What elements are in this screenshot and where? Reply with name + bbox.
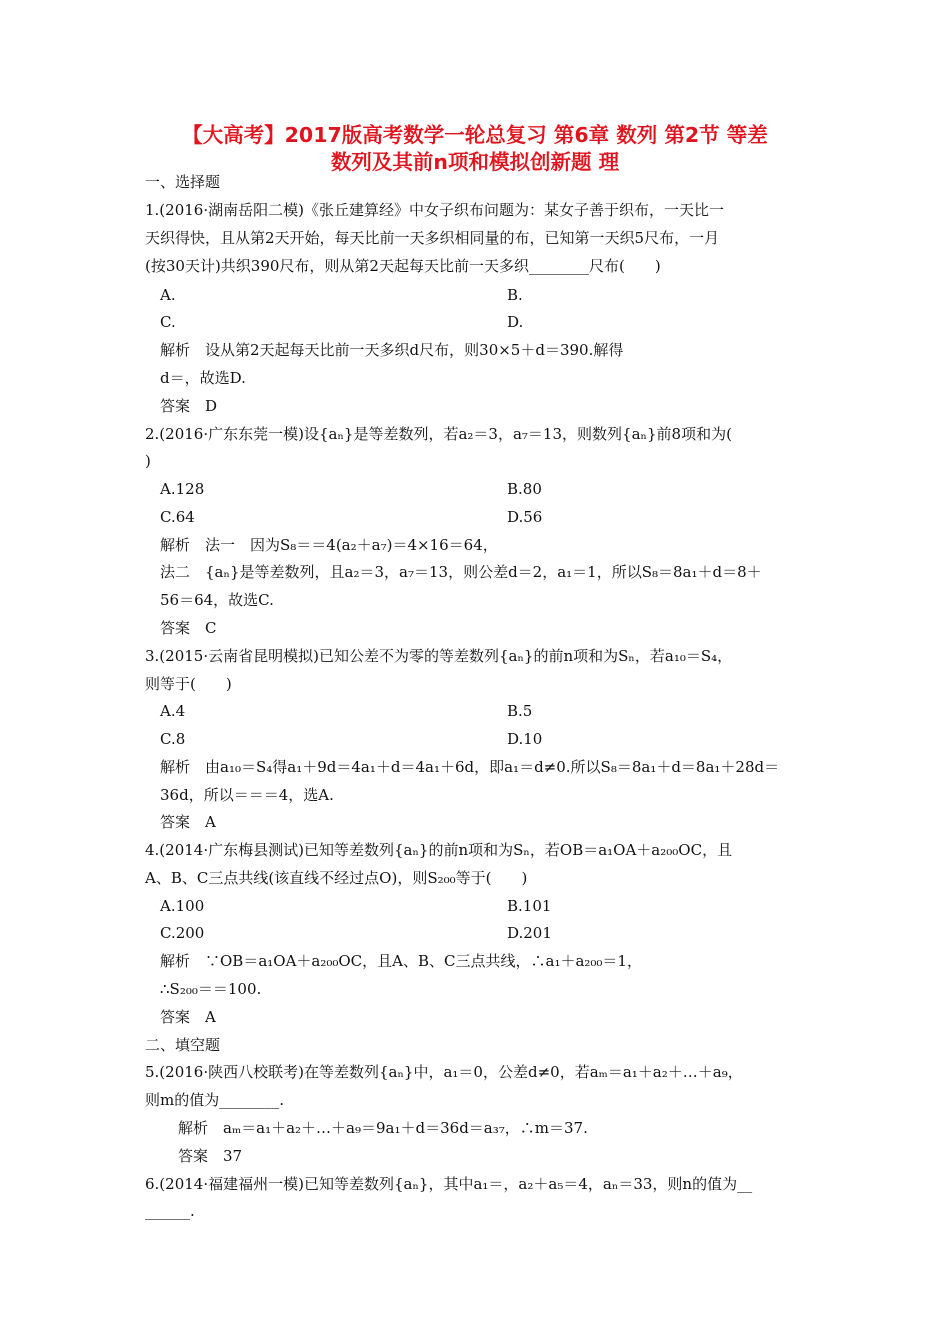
question-2-line-2: ) [145,452,151,470]
question-2-analysis-line-2: 法二 {aₙ}是等差数列，且a₂＝3，a₇＝13，则公差d＝2，a₁＝1，所以S₈＝8a₁＋d＝8＋ [160,563,762,581]
question-5-answer: 答案 37 [178,1147,243,1165]
question-2-option-d: D.56 [507,508,543,526]
question-5-analysis-line-1: 解析 aₘ＝a₁＋a₂＋…＋a₉＝9a₁＋d＝36d＝a₃₇，∴m＝37. [178,1119,588,1137]
title-line-2: 数列及其前n项和模拟创新题 理 [330,150,620,174]
question-3-line-2: 则等于( ) [145,675,232,693]
question-4-option-b: B.101 [507,897,552,915]
question-6-line-2: ______. [145,1202,195,1220]
document-title [100,122,850,176]
question-4-line-2: A、B、C三点共线(该直线不经过点O)，则S₂₀₀等于( ) [145,869,528,887]
section-heading-choice: 一、选择题 [145,173,221,191]
question-3-line-1: 3.(2015·云南省昆明模拟)已知公差不为零的等差数列{aₙ}的前n项和为Sₙ，若a₁₀＝S₄， [145,647,733,665]
question-3-option-d: D.10 [507,730,543,748]
question-4-analysis-line-2: ∴S₂₀₀＝＝100. [160,980,262,998]
section-heading-fill-in: 二、填空题 [145,1036,221,1054]
question-2-analysis-line-1: 解析 法一 因为S₈＝＝4(a₂＋a₇)＝4×16＝64， [160,536,498,554]
question-1-line-1: 1.(2016·湖南岳阳二模)《张丘建算经》中女子织布问题为：某女子善于织布，一天比一 [145,201,724,219]
question-1-analysis-line-1: 解析 设从第2天起每天比前一天多织d尺布，则30×5＋d＝390.解得 [160,341,624,359]
question-5-line-2: 则m的值为________. [145,1091,284,1109]
question-5-line-1: 5.(2016·陕西八校联考)在等差数列{aₙ}中，a₁＝0，公差d≠0，若aₘ＝a₁＋a₂＋…＋a₉， [145,1063,743,1081]
question-4-option-d: D.201 [507,924,552,942]
question-1-option-b: B. [507,286,523,304]
question-2-answer: 答案 C [160,619,217,637]
question-4-option-c: C.200 [160,924,205,942]
question-2-option-a: A.128 [160,480,205,498]
question-4-answer: 答案 A [160,1008,216,1026]
question-3-analysis-line-2: 36d，所以＝＝＝4，选A. [160,786,334,804]
question-3-option-b: B.5 [507,702,533,720]
question-1-line-3: (按30天计)共织390尺布，则从第2天起每天比前一天多织________尺布( ) [145,257,661,275]
question-1-analysis-line-2: d＝，故选D. [160,369,246,387]
question-2-analysis-line-3: 56＝64，故选C. [160,591,274,609]
question-4-analysis-line-1: 解析 ∵OB＝a₁OA＋a₂₀₀OC，且A、B、C三点共线，∴a₁＋a₂₀₀＝1， [160,952,642,970]
question-3-option-a: A.4 [160,702,186,720]
title-line-1: 【大高考】2017版高考数学一轮总复习 第6章 数列 第2节 等差 [182,123,768,147]
question-3-option-c: C.8 [160,730,186,748]
question-1-answer: 答案 D [160,397,218,415]
question-2-option-b: B.80 [507,480,542,498]
question-3-answer: 答案 A [160,813,216,831]
question-1-option-d: D. [507,313,524,331]
question-4-option-a: A.100 [160,897,205,915]
question-3-analysis-line-1: 解析 由a₁₀＝S₄得a₁＋9d＝4a₁＋d＝4a₁＋6d，即a₁＝d≠0.所以S₈＝8a₁＋d＝8a₁＋28d＝ [160,758,780,776]
question-4-line-1: 4.(2014·广东梅县测试)已知等差数列{aₙ}的前n项和为Sₙ，若OB＝a₁OA＋a₂₀₀OC，且 [145,841,733,859]
question-1-line-2: 天织得快，且从第2天开始，每天比前一天多织相同量的布，已知第一天织5尺布，一月 [145,229,720,247]
question-6-line-1: 6.(2014·福建福州一模)已知等差数列{aₙ}，其中a₁＝，a₂＋a₅＝4，aₙ＝33，则n的值为__ [145,1175,753,1193]
question-2-line-1: 2.(2016·广东东莞一模)设{aₙ}是等差数列，若a₂＝3，a₇＝13，则数列{aₙ}前8项和为( [145,425,732,443]
question-2-option-c: C.64 [160,508,195,526]
question-1-option-c: C. [160,313,176,331]
question-1-option-a: A. [160,286,176,304]
